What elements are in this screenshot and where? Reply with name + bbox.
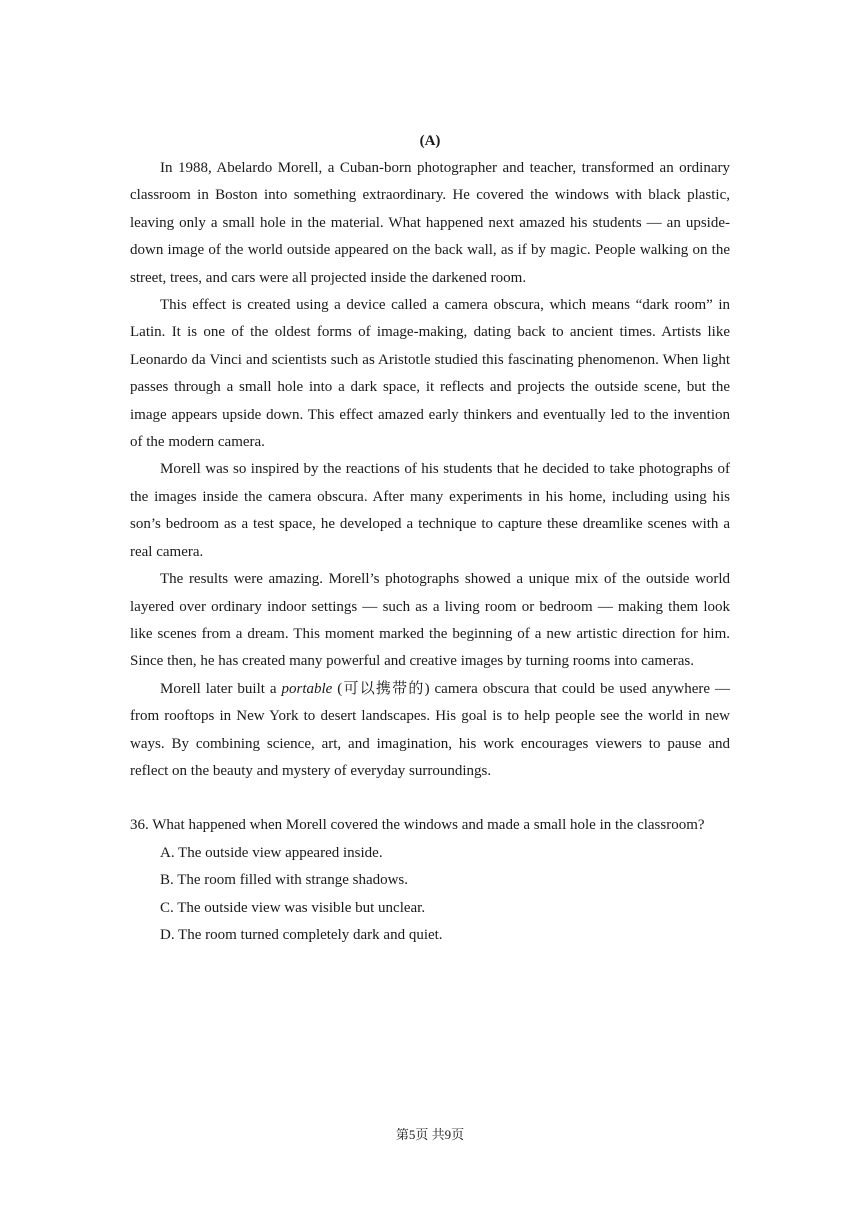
paragraph-5-lead: Morell later built a (160, 680, 282, 697)
passage-paragraph-2: This effect is created using a device called a camera obscura, which means “dark room” in Latin. It is one of the oldest forms of image-making, dating back to ancient times. Artists like Leonardo da Vinci and scientists such as Aristotle studied this fascinating phenomenon. When light passes through a small hole into a dark space, it reflects and projects the outside scene, but the image appears upside down. This effect amazed early thinkers and eventually led to the invention of the modern camera. (130, 297, 730, 451)
passage-paragraph-5 (130, 676, 730, 786)
passage-paragraph-1: In 1988, Abelardo Morell, a Cuban-born photographer and teacher, transformed an ordinary classroom in Boston into something extraordinary. He covered the windows with black plastic, leaving only a small hole in the material. What happened next amazed his students — an upside-down image of the world outside appeared on the back wall, as if by magic. People walking on the street, trees, and cars were all projected inside the darkened room. (130, 160, 730, 286)
document-page (130, 128, 730, 949)
option-b: B. The room filled with strange shadows. (160, 872, 409, 889)
reading-passage (130, 155, 730, 785)
option-a: A. The outside view appeared inside. (160, 844, 383, 861)
passage-paragraph-3: Morell was so inspired by the reactions of his students that he decided to take photographs of the images inside the camera obscura. After many experiments in his home, including using his son’s bedroom as a test space, he developed a technique to capture these dreamlike scenes with a real camera. (130, 461, 730, 560)
chinese-gloss: (可以携带的) (332, 680, 430, 697)
option-d: D. The room turned completely dark and quiet. (160, 926, 443, 943)
answer-options (130, 840, 730, 950)
question-36-stem: 36. What happened when Morell covered the windows and made a small hole in the classroom? (130, 817, 705, 834)
passage-paragraph-4: The results were amazing. Morell’s photographs showed a unique mix of the outside world layered over ordinary indoor settings — such as a living room or bedroom — making them look like scenes from a dream. This moment marked the beginning of a new artistic direction for him. Since then, he has created many powerful and creative images by turning rooms into cameras. (130, 571, 730, 670)
option-c: C. The outside view was visible but unclear. (160, 899, 426, 916)
paragraph-5-rest: camera obscura that could be used anywhere — from rooftops in New York to desert landscapes. His goal is to help people see the world in new ways. By combining science, art, and imagination, his work encourages viewers to pause and reflect on the beauty and mystery of everyday surroundings. (130, 680, 730, 779)
section-title: (A) (419, 133, 441, 149)
page-footer: 第5页 共9页 (395, 1127, 465, 1142)
italic-term-portable: portable (281, 680, 333, 697)
